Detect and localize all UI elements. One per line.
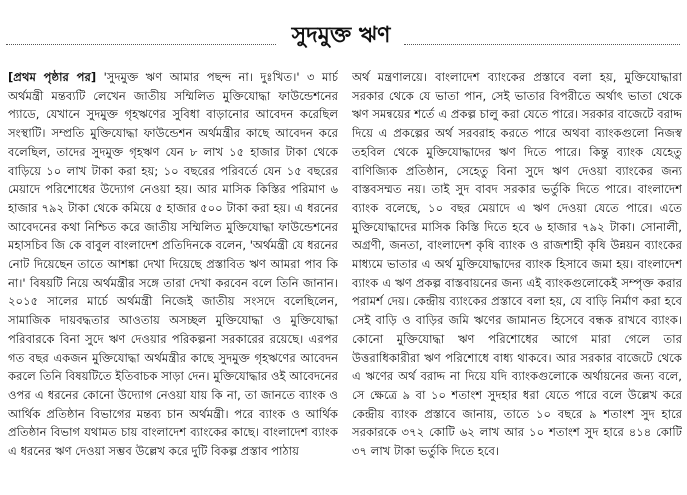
column-left-paragraph [8,68,338,461]
article-column-left [8,68,338,492]
continued-from-front-page: [প্রথম পৃষ্ঠার পর] [8,70,97,84]
column-left-text: 'সুদমুক্ত ঋণ আমার পছন্দ না। দুঃখিত।' ৩ মার্চ অর্থমন্ত্রী মন্তব্যটি লেখেন জাতীয় সম্মিলিত মুক্তিযোদ্ধা ফাউন্ডেশনের প্যাডে, যেখানে সুদমুক্ত গৃহঋণের সুবিধা বাড়ানোর আবেদন করেছিল সংস্থাটি। সম্প্রতি মুক্তিযোদ্ধা ফাউন্ডেশন অর্থমন্ত্রীর কাছে আবেদন করে বলেছিল, তাদের সুদমুক্ত গৃহঋণ যেন ৮ লাখ ১৫ হাজার টাকা থেকে বাড়িয়ে ১০ লাখ টাকা করা হয়; ১০ বছরের পরিবর্তে যেন ১৫ বছরের মেয়াদে পরিশোধের উদ্যোগ নেওয়া হয়। আর মাসিক কিস্তির পরিমাণ ৬ হাজার ৭৯২ টাকা থেকে কমিয়ে ৫ হাজার ৫০০ টাকা করা হয়। এ ধরনের আবেদনের কথা নিশ্চিত করে জাতীয় সম্মিলিত মুক্তিযোদ্ধা ফাউন্ডেশনের মহাসচিব জি কে বাবুল বাংলাদেশ প্রতিদিনকে বলেন, 'অর্থমন্ত্রী যে ধরনের নোট দিয়েছেন তাতে আশঙ্কা দেখা দিয়েছে প্রস্তাবিত ঋণ আমরা পাব কি না।' বিষয়টি নিয়ে অর্থমন্ত্রীর সঙ্গে তারা দেখা করবেন বলে তিনি জানান। ২০১৫ সালের মার্চে অর্থমন্ত্রী নিজেই জাতীয় সংসদে বলেছিলেন, সামাজিক দায়বদ্ধতার আওতায় অসচ্ছল মুক্তিযোদ্ধা ও মুক্তিযোদ্ধা পরিবারকে বিনা সুদে ঋণ দেওয়ার পরিকল্পনা সরকারের রয়েছে। এরপর গত বছর একজন মুক্তিযোদ্ধা অর্থমন্ত্রীর কাছে সুদমুক্ত গৃহঋণের আবেদন করলে তিনি বিষয়টিতে ইতিবাচক সাড়া দেন। মুক্তিযোদ্ধার ওই আবেদনের ওপর এ ধরনের কোনো উদ্যোগ নেওয়া যায় কি না, তা জানতে ব্যাংক ও আর্থিক প্রতিষ্ঠান বিভাগের মন্তব্য চান অর্থমন্ত্রী। পরে ব্যাংক ও আর্থিক প্রতিষ্ঠান বিভাগ যথামত চায় বাংলাদেশ ব্যাংকের কাছে। বাংলাদেশ ব্যাংক এ ধরনের ঋণ দেওয়া সম্ভব উল্লেখ করে দুটি বিকল্প প্রস্তাব পাঠায় [8,70,338,459]
article-header [0,0,687,62]
header-rule-left [6,44,276,45]
column-right-paragraph: অর্থ মন্ত্রণালয়ে। বাংলাদেশ ব্যাংকের প্রস্তাবে বলা হয়, মুক্তিযোদ্ধারা সরকার থেকে যে ভাতা পান, সেই ভাতার বিপরীতে অর্থাৎ ভাতা থেকে ঋণ সমন্বয়ের শর্তে এ প্রকল্প চালু করা যেতে পারে। সরকার বাজেটে বরাদ্দ দিয়ে এ প্রকল্পের অর্থ সরবরাহ করতে পারে অথবা ব্যাংকগুলো নিজস্ব তহবিল থেকে মুক্তিযোদ্ধাদের ঋণ দিতে পারে। কিন্তু ব্যাংক যেহেতু বাণিজ্যিক প্রতিষ্ঠান, সেহেতু বিনা সুদে ঋণ দেওয়া ব্যাংকের জন্য বাস্তবসম্মত নয়। তাই সুদ বাবদ সরকার ভর্তুকি দিতে পারে। বাংলাদেশ ব্যাংক বলেছে, ১০ বছর মেয়াদে এ ঋণ দেওয়া যেতে পারে। এতে মুক্তিযোদ্ধাদের মাসিক কিস্তি দিতে হবে ৬ হাজার ৭৯২ টাকা। সোনালী, অগ্রণী, জনতা, বাংলাদেশ কৃষি ব্যাংক ও রাজশাহী কৃষি উন্নয়ন ব্যাংকের মাধ্যমে ভাতার এ অর্থ মুক্তিযোদ্ধাদের ব্যাংক হিসাবে জমা হয়। বাংলাদেশ ব্যাংক এ ঋণ প্রকল্প বাস্তবায়নের জন্য এই ব্যাংকগুলোকেই সম্পৃক্ত করার পরামর্শ দেয়। কেন্দ্রীয় ব্যাংকের প্রস্তাবে বলা হয়, যে বাড়ি নির্মাণ করা হবে সেই বাড়ি ও বাড়ির জমি ঋণের জামানত হিসেবে বন্ধক রাখবে ব্যাংক। কোনো মুক্তিযোদ্ধা ঋণ পরিশোধের আগে মারা গেলে তার উত্তরাধিকারীরা ঋণ পরিশোধে বাধ্য থাকবে। আর সরকার বাজেটে থেকে এ ঋণের অর্থ বরাদ্দ না দিয়ে যদি ব্যাংকগুলোকে অর্থায়নের জন্য বলে, সে ক্ষেত্রে ৯ বা ১০ শতাংশ সুদহার ধরা যেতে পারে বলে উল্লেখ করে কেন্দ্রীয় ব্যাংক প্রস্তাবে জানায়, তাতে ১০ বছরে ৯ শতাংশ সুদ হারে সরকারকে ৩৭২ কোটি ৬২ লাখ আর ১০ শতাংশ সুদ হারে ৪১৪ কোটি ৩৭ লাখ টাকা ভর্তুকি দিতে হবে। [352,70,682,459]
article-column-right [352,68,682,492]
header-rule-right [404,44,680,45]
headline: সুদমুক্ত ঋণ [291,23,391,48]
